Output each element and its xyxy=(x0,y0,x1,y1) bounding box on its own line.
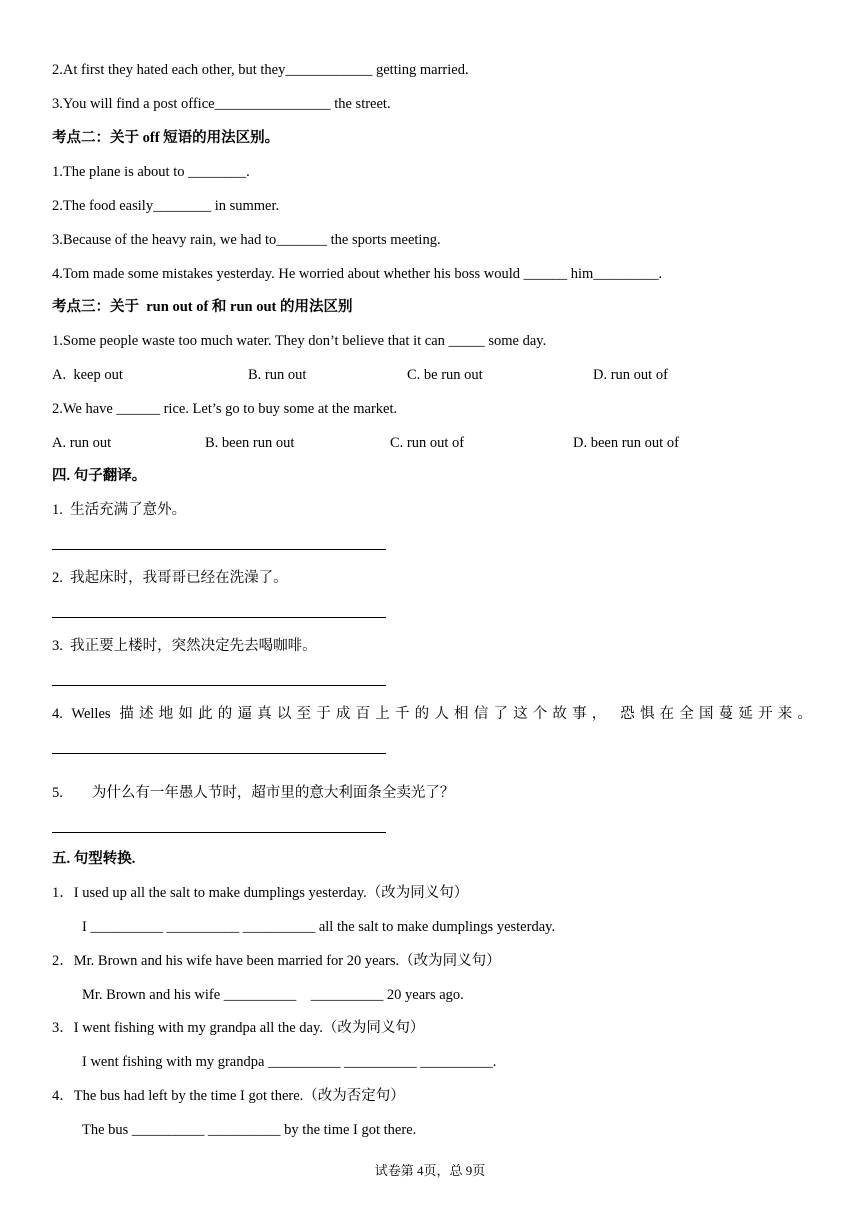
transform-question: 1．I used up all the salt to make dumplings yesterday.（改为同义句） xyxy=(52,885,469,901)
option-d: D. been run out of xyxy=(573,435,679,451)
option-c: C. be run out xyxy=(407,367,483,383)
question-line: 1.The plane is about to ________. xyxy=(52,164,250,180)
option-a: A. run out xyxy=(52,435,112,451)
section-heading: 五. 句型转换. xyxy=(52,851,136,867)
answer-line[interactable] xyxy=(52,617,386,618)
transform-question: 3．I went fishing with my grandpa all the day.（改为同义句） xyxy=(52,1020,425,1036)
transform-question: 4．The bus had left by the time I got there.（改为否定句） xyxy=(52,1088,405,1104)
translation-prompt: 1. 生活充满了意外。 xyxy=(52,502,187,518)
question-line: 2.At first they hated each other, but they____________ getting married. xyxy=(52,62,469,78)
question-line: 3.You will find a post office________________ the street. xyxy=(52,96,391,112)
question-line: 3.Because of the heavy rain, we had to_______ the sports meeting. xyxy=(52,232,441,248)
question-line: 1.Some people waste too much water. They don’t believe that it can _____ some day. xyxy=(52,333,547,349)
page-footer: 试卷第 4页，总 9页 xyxy=(374,1163,486,1178)
option-d: D. run out of xyxy=(593,367,668,383)
transform-answer: The bus __________ __________ by the time I got there. xyxy=(82,1122,417,1138)
question-line: 2.We have ______ rice. Let’s go to buy some at the market. xyxy=(52,401,398,417)
answer-line[interactable] xyxy=(52,549,386,550)
transform-answer: Mr. Brown and his wife __________ __________ 20 years ago. xyxy=(82,987,464,1003)
translation-prompt: 5. 为什么有一年愚人节时，超市里的意大利面条全卖光了？ xyxy=(52,785,455,801)
question-line: 2.The food easily________ in summer. xyxy=(52,198,280,214)
question-line: 4.Tom made some mistakes yesterday. He worried about whether his boss would ______ him_________. xyxy=(52,266,663,282)
section-heading: 四. 句子翻译。 xyxy=(52,468,147,484)
option-b: B. run out xyxy=(248,367,307,383)
option-c: C. run out of xyxy=(390,435,465,451)
section-heading: 考点三：关于 run out of 和 run out 的用法区别 xyxy=(52,299,353,315)
section-heading: 考点二：关于 off 短语的用法区别。 xyxy=(52,130,280,146)
translation-prompt: 3. 我正要上楼时，突然决定先去喝咖啡。 xyxy=(52,638,317,654)
transform-answer: I __________ __________ __________ all the salt to make dumplings yesterday. xyxy=(82,919,556,935)
translation-prompt: 4. Welles 描述地如此的逼真以至于成百上千的人相信了这个故事， 恐惧在全国蔓延开来。 xyxy=(52,706,812,722)
transform-answer: I went fishing with my grandpa __________ __________ __________. xyxy=(82,1054,497,1070)
option-b: B. been run out xyxy=(205,435,295,451)
option-a: A. keep out xyxy=(52,367,123,383)
answer-line[interactable] xyxy=(52,832,386,833)
answer-line[interactable] xyxy=(52,753,386,754)
transform-question: 2．Mr. Brown and his wife have been married for 20 years.（改为同义句） xyxy=(52,953,501,969)
translation-prompt: 2. 我起床时，我哥哥已经在洗澡了。 xyxy=(52,570,288,586)
answer-line[interactable] xyxy=(52,685,386,686)
